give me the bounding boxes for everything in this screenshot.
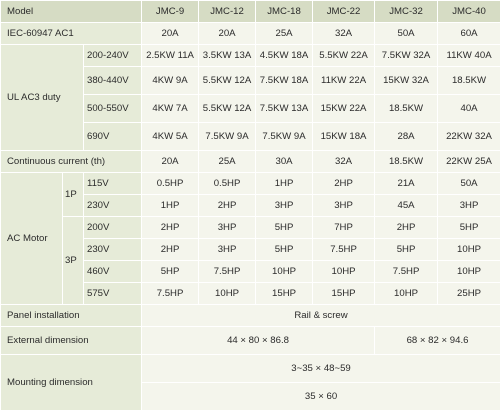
table-cell: 7HP <box>313 217 375 239</box>
table-cell: 4KW 7A <box>142 95 199 123</box>
table-cell: 5.5KW 12A <box>199 67 256 95</box>
voltage-label: 200-240V <box>84 45 142 67</box>
table-cell: 18.5KW <box>375 95 438 123</box>
table-cell: 3HP <box>199 239 256 261</box>
table-cell: 2HP <box>313 173 375 195</box>
table-cell: 1HP <box>142 195 199 217</box>
model-name: JMC-22 <box>313 1 375 23</box>
table-cell: 15HP <box>256 283 313 305</box>
table-cell: 4KW 5A <box>142 123 199 151</box>
table-cell: 10HP <box>313 261 375 283</box>
mounting-label: Mounting dimension <box>1 355 142 411</box>
table-cell: 2HP <box>199 195 256 217</box>
table-cell: 22KW 32A <box>438 123 500 151</box>
table-cell: 0.5HP <box>142 173 199 195</box>
continuous-row <box>1 151 500 173</box>
table-cell: 2HP <box>142 239 199 261</box>
table-cell: 5HP <box>256 239 313 261</box>
voltage-label: 200V <box>84 217 142 239</box>
ac3-label: UL AC3 duty <box>1 45 84 151</box>
ac1-label: IEC-60947 AC1 <box>1 23 142 45</box>
table-cell: 3HP <box>256 195 313 217</box>
table-cell: 2HP <box>375 217 438 239</box>
model-name: JMC-18 <box>256 1 313 23</box>
table-cell: 5HP <box>375 239 438 261</box>
table-cell: 25A <box>199 151 256 173</box>
table-cell: 5HP <box>142 261 199 283</box>
table-cell: 2.5KW 11A <box>142 45 199 67</box>
table-cell: 11KW 40A <box>438 45 500 67</box>
external-value-b: 68 × 82 × 94.6 <box>375 327 500 355</box>
table-cell: 5HP <box>256 217 313 239</box>
phase-3p-label: 3P <box>63 217 84 305</box>
table-cell: 18.5KW <box>438 67 500 95</box>
voltage-label: 500-550V <box>84 95 142 123</box>
table-cell: 15KW 18A <box>313 123 375 151</box>
panel-row <box>1 305 500 327</box>
ac3-row <box>1 45 500 67</box>
table-cell: 32A <box>313 151 375 173</box>
table-cell: 50A <box>438 173 500 195</box>
voltage-label: 460V <box>84 261 142 283</box>
voltage-label: 115V <box>84 173 142 195</box>
table-cell: 7.5HP <box>142 283 199 305</box>
table-cell: 20A <box>142 151 199 173</box>
table-cell: 5.5KW 22A <box>313 45 375 67</box>
mounting-value-b: 35 × 60 <box>142 383 500 411</box>
model-name: JMC-12 <box>199 1 256 23</box>
external-label: External dimension <box>1 327 142 355</box>
motor-row <box>1 173 500 195</box>
table-cell: 7.5KW 13A <box>256 95 313 123</box>
table-cell: 15KW 32A <box>375 67 438 95</box>
table-cell: 10HP <box>375 283 438 305</box>
table-cell: 7.5HP <box>199 261 256 283</box>
model-header: Model <box>1 1 142 23</box>
table-cell: 45A <box>375 195 438 217</box>
table-cell: 11KW 22A <box>313 67 375 95</box>
table-cell: 30A <box>256 151 313 173</box>
table-cell: 32A <box>313 23 375 45</box>
table-cell: 10HP <box>438 261 500 283</box>
table-cell: 10HP <box>438 239 500 261</box>
table-cell: 3.5KW 13A <box>199 45 256 67</box>
model-name: JMC-40 <box>438 1 500 23</box>
table-cell: 7.5HP <box>375 261 438 283</box>
model-name: JMC-32 <box>375 1 438 23</box>
voltage-label: 690V <box>84 123 142 151</box>
external-value-a: 44 × 80 × 86.8 <box>142 327 375 355</box>
table-cell: 3HP <box>313 195 375 217</box>
table-cell: 1HP <box>256 173 313 195</box>
table-cell: 15KW 22A <box>313 95 375 123</box>
table-cell: 4KW 9A <box>142 67 199 95</box>
phase-1p-label: 1P <box>63 173 84 217</box>
table-cell: 7.5KW 18A <box>256 67 313 95</box>
table-cell: 25A <box>256 23 313 45</box>
panel-value: Rail & screw <box>142 305 500 327</box>
table-cell: 5.5KW 12A <box>199 95 256 123</box>
external-row <box>1 327 500 355</box>
table-cell: 7.5KW 9A <box>199 123 256 151</box>
mounting-row <box>1 355 500 383</box>
voltage-label: 230V <box>84 195 142 217</box>
continuous-label: Continuous current (th) <box>1 151 142 173</box>
table-cell: 3HP <box>199 217 256 239</box>
ac-motor-label: AC Motor <box>1 173 63 305</box>
header-row <box>1 1 500 23</box>
table-cell: 5HP <box>438 217 500 239</box>
table-cell: 22KW 25A <box>438 151 500 173</box>
table-cell: 25HP <box>438 283 500 305</box>
panel-label: Panel installation <box>1 305 142 327</box>
table-cell: 2HP <box>142 217 199 239</box>
ac1-row <box>1 23 500 45</box>
table-cell: 15HP <box>313 283 375 305</box>
table-cell: 28A <box>375 123 438 151</box>
table-cell: 10HP <box>256 261 313 283</box>
voltage-label: 575V <box>84 283 142 305</box>
model-name: JMC-9 <box>142 1 199 23</box>
motor-row <box>1 217 500 239</box>
table-cell: 7.5KW 9A <box>256 123 313 151</box>
voltage-label: 380-440V <box>84 67 142 95</box>
table-cell: 3HP <box>438 195 500 217</box>
table-cell: 21A <box>375 173 438 195</box>
table-cell: 7.5HP <box>313 239 375 261</box>
table-cell: 10HP <box>199 283 256 305</box>
table-cell: 20A <box>142 23 199 45</box>
table-cell: 40A <box>438 95 500 123</box>
table-cell: 18.5KW <box>375 151 438 173</box>
table-cell: 60A <box>438 23 500 45</box>
table-cell: 50A <box>375 23 438 45</box>
table-cell: 7.5KW 32A <box>375 45 438 67</box>
table-cell: 20A <box>199 23 256 45</box>
table-cell: 0.5HP <box>199 173 256 195</box>
mounting-value-a: 3~35 × 48~59 <box>142 355 500 383</box>
voltage-label: 230V <box>84 239 142 261</box>
table-cell: 4.5KW 18A <box>256 45 313 67</box>
